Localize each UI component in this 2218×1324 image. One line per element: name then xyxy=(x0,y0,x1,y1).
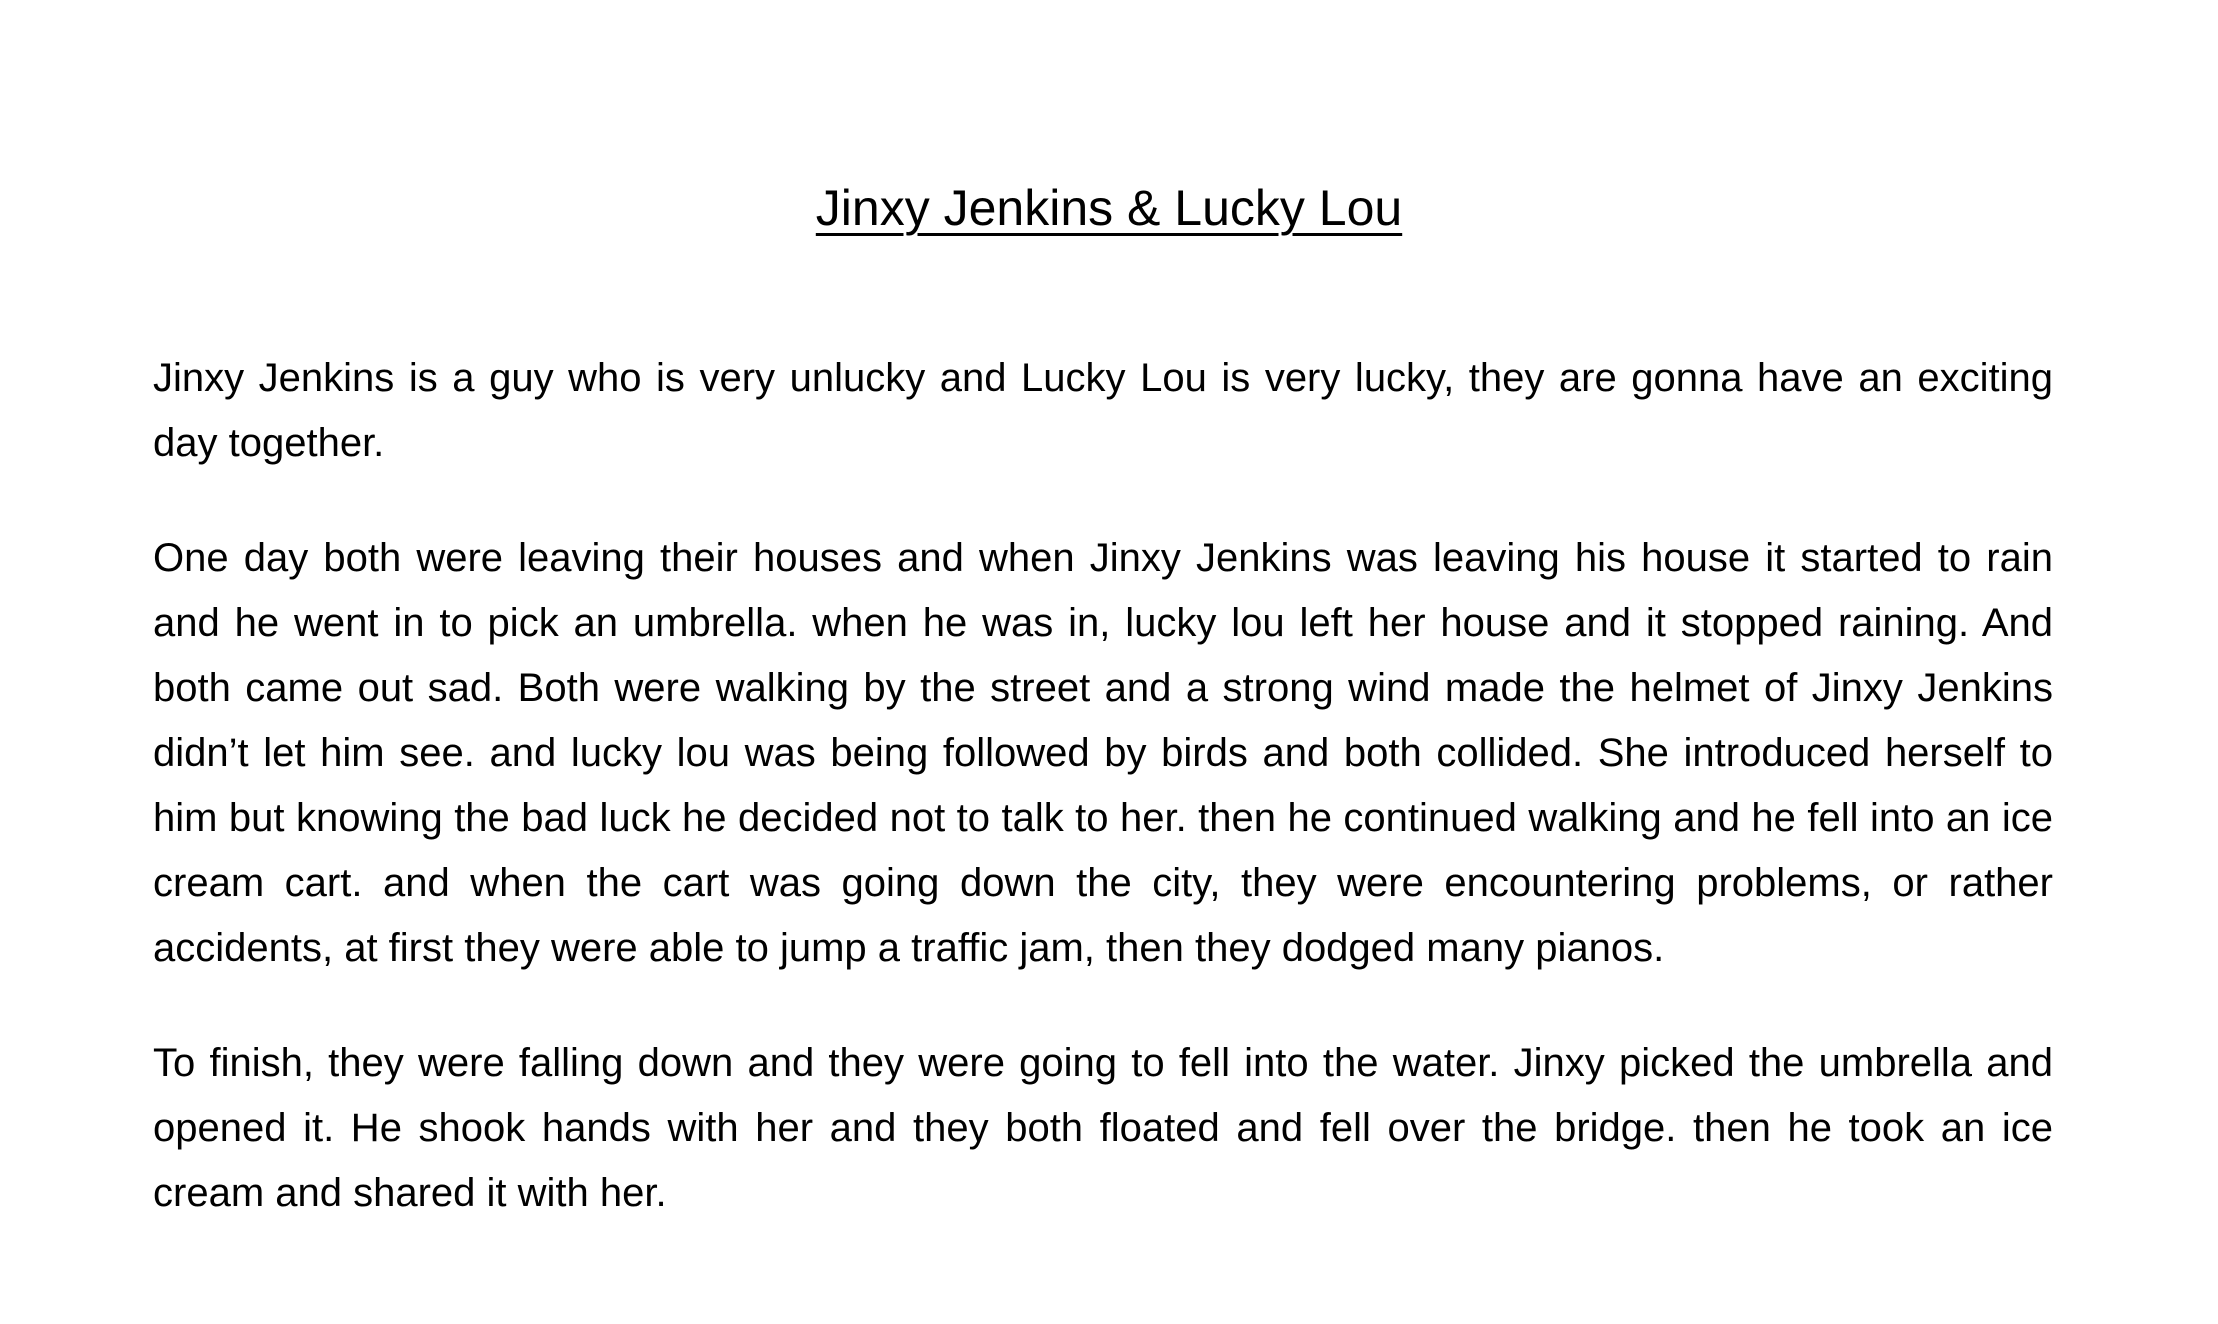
document-title-text: Jinxy Jenkins & Lucky Lou xyxy=(815,180,1403,236)
paragraph-ending: To finish, they were falling down and they were going to fell into the water. Jinxy picked the umbrella and opened it. He shook hands with her and they both floated and fell over the bridge. then he took an ice cream and shared it with her. xyxy=(153,1041,2053,1215)
paragraph-story: One day both were leaving their houses and when Jinxy Jenkins was leaving his house it started to rain and he went in to pick an umbrella. when he was in, lucky lou left her house and it stopped raining. And both came out sad. Both were walking by the street and a strong wind made the helmet of Jinxy Jenkins didn’t let him see. and lucky lou was being followed by birds and both collided. She introduced herself to him but knowing the bad luck he decided not to talk to her. then he continued walking and he fell into an ice cream cart. and when the cart was going down the city, they were encountering problems, or rather accidents, at first they were able to jump a traffic jam, then they dodged many pianos. xyxy=(153,536,2053,970)
document-body xyxy=(153,346,2053,1276)
paragraph-intro: Jinxy Jenkins is a guy who is very unlucky and Lucky Lou is very lucky, they are gonna have an exciting day together. xyxy=(153,356,2053,465)
document-title xyxy=(0,172,2218,244)
